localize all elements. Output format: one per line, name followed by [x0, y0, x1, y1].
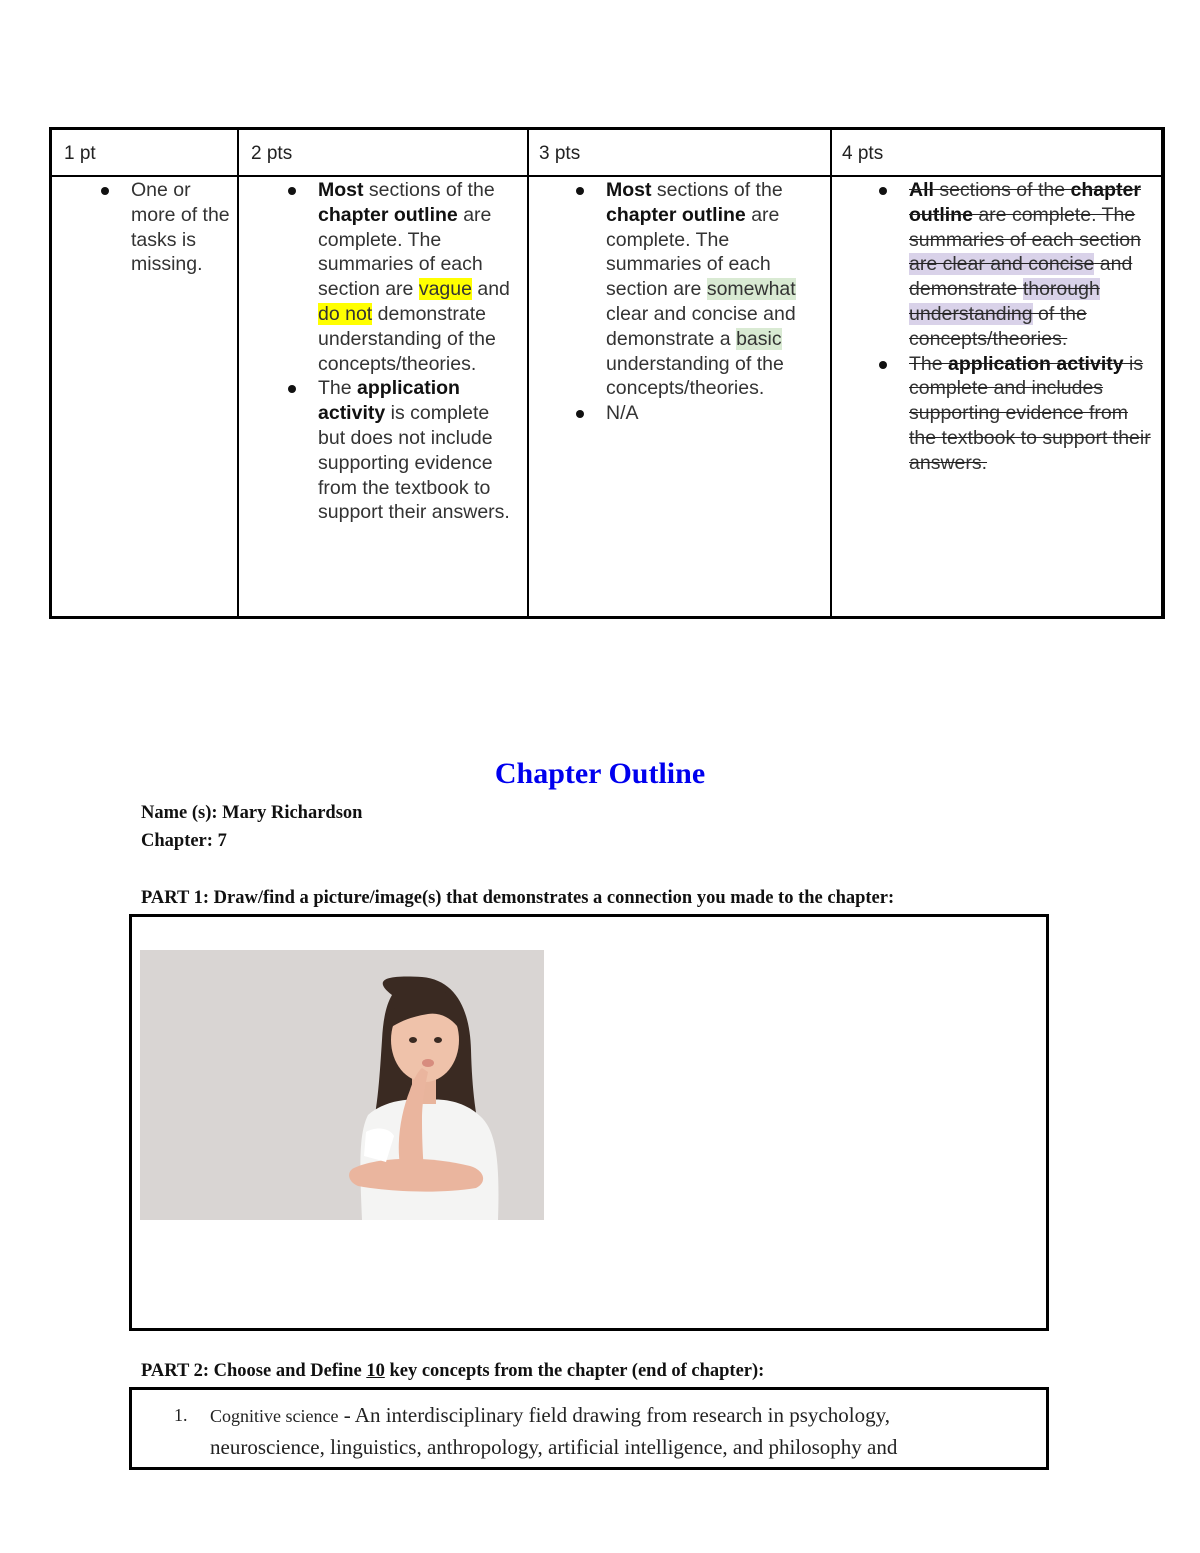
highlight-vague: vague: [418, 278, 472, 301]
highlight-somewhat: somewhat: [706, 278, 796, 301]
list-item: N/A: [606, 401, 822, 426]
part1-label: PART 1: Draw/find a picture/image(s) that demonstrates a connection you made to the chapter:: [141, 888, 895, 908]
list-item: Most sections of the chapter outline are complete. The summaries of each section are vague and do not demonstrate understanding of the concepts/theories.: [318, 178, 518, 376]
header-2pts: 2 pts: [251, 143, 293, 164]
cell-4pts: [909, 178, 1159, 476]
header-4pts: 4 pts: [842, 143, 884, 164]
header-3pts: 3 pts: [539, 143, 581, 164]
list-item: The application activity is complete and includes supporting evidence from the textbook to support their answers.: [909, 352, 1159, 476]
highlight-thorough: thorough understanding: [909, 278, 1100, 325]
cell-2pts: [318, 178, 518, 525]
child-thinking-photo: [140, 950, 544, 1220]
concept-term: Cognitive science: [210, 1406, 339, 1426]
highlight-clear-concise: are clear and concise: [909, 253, 1095, 276]
part2-label: PART 2: Choose and Define 10 key concepts from the chapter (end of chapter):: [141, 1361, 765, 1381]
list-item: The application activity is complete but does not include supporting evidence from the textbook to support their answers.: [318, 376, 518, 525]
highlight-basic: basic: [736, 327, 782, 350]
cell-3pts: [606, 178, 822, 426]
name-value: Mary Richardson: [222, 803, 363, 823]
concept-definition: - An interdisciplinary field drawing from research in psychology, neuroscience, linguistics, anthropology, artificial intelligence, and philosophy and: [210, 1403, 898, 1459]
chapter-value: 7: [217, 831, 227, 851]
header-1pt: 1 pt: [64, 143, 96, 164]
rubric-table: [49, 127, 1165, 619]
cell-1pt: [131, 178, 231, 277]
page-title: Chapter Outline: [494, 757, 706, 790]
list-item: Most sections of the chapter outline are complete. The summaries of each section are somewhat clear and concise and demonstrate a basic understanding of the concepts/theories.: [606, 178, 822, 401]
name-line: Name (s): Mary Richardson: [141, 803, 363, 823]
child-illustration: [140, 950, 544, 1220]
concept-list: [174, 1400, 1010, 1463]
highlight-do-not: do not: [318, 302, 373, 325]
concept-item: 1. Cognitive science - An interdisciplinary field drawing from research in psychology, neuroscience, linguistics, anthropology, artificial intelligence, and philosophy and: [174, 1403, 898, 1459]
rubric-header-row: [52, 130, 1162, 177]
chapter-line: Chapter: 7: [141, 831, 227, 851]
list-item: All sections of the chapter outline are complete. The summaries of each section are clear and concise and demonstrate thorough understanding of the concepts/theories.: [909, 178, 1159, 352]
list-item: One or more of the tasks is missing.: [131, 179, 230, 276]
